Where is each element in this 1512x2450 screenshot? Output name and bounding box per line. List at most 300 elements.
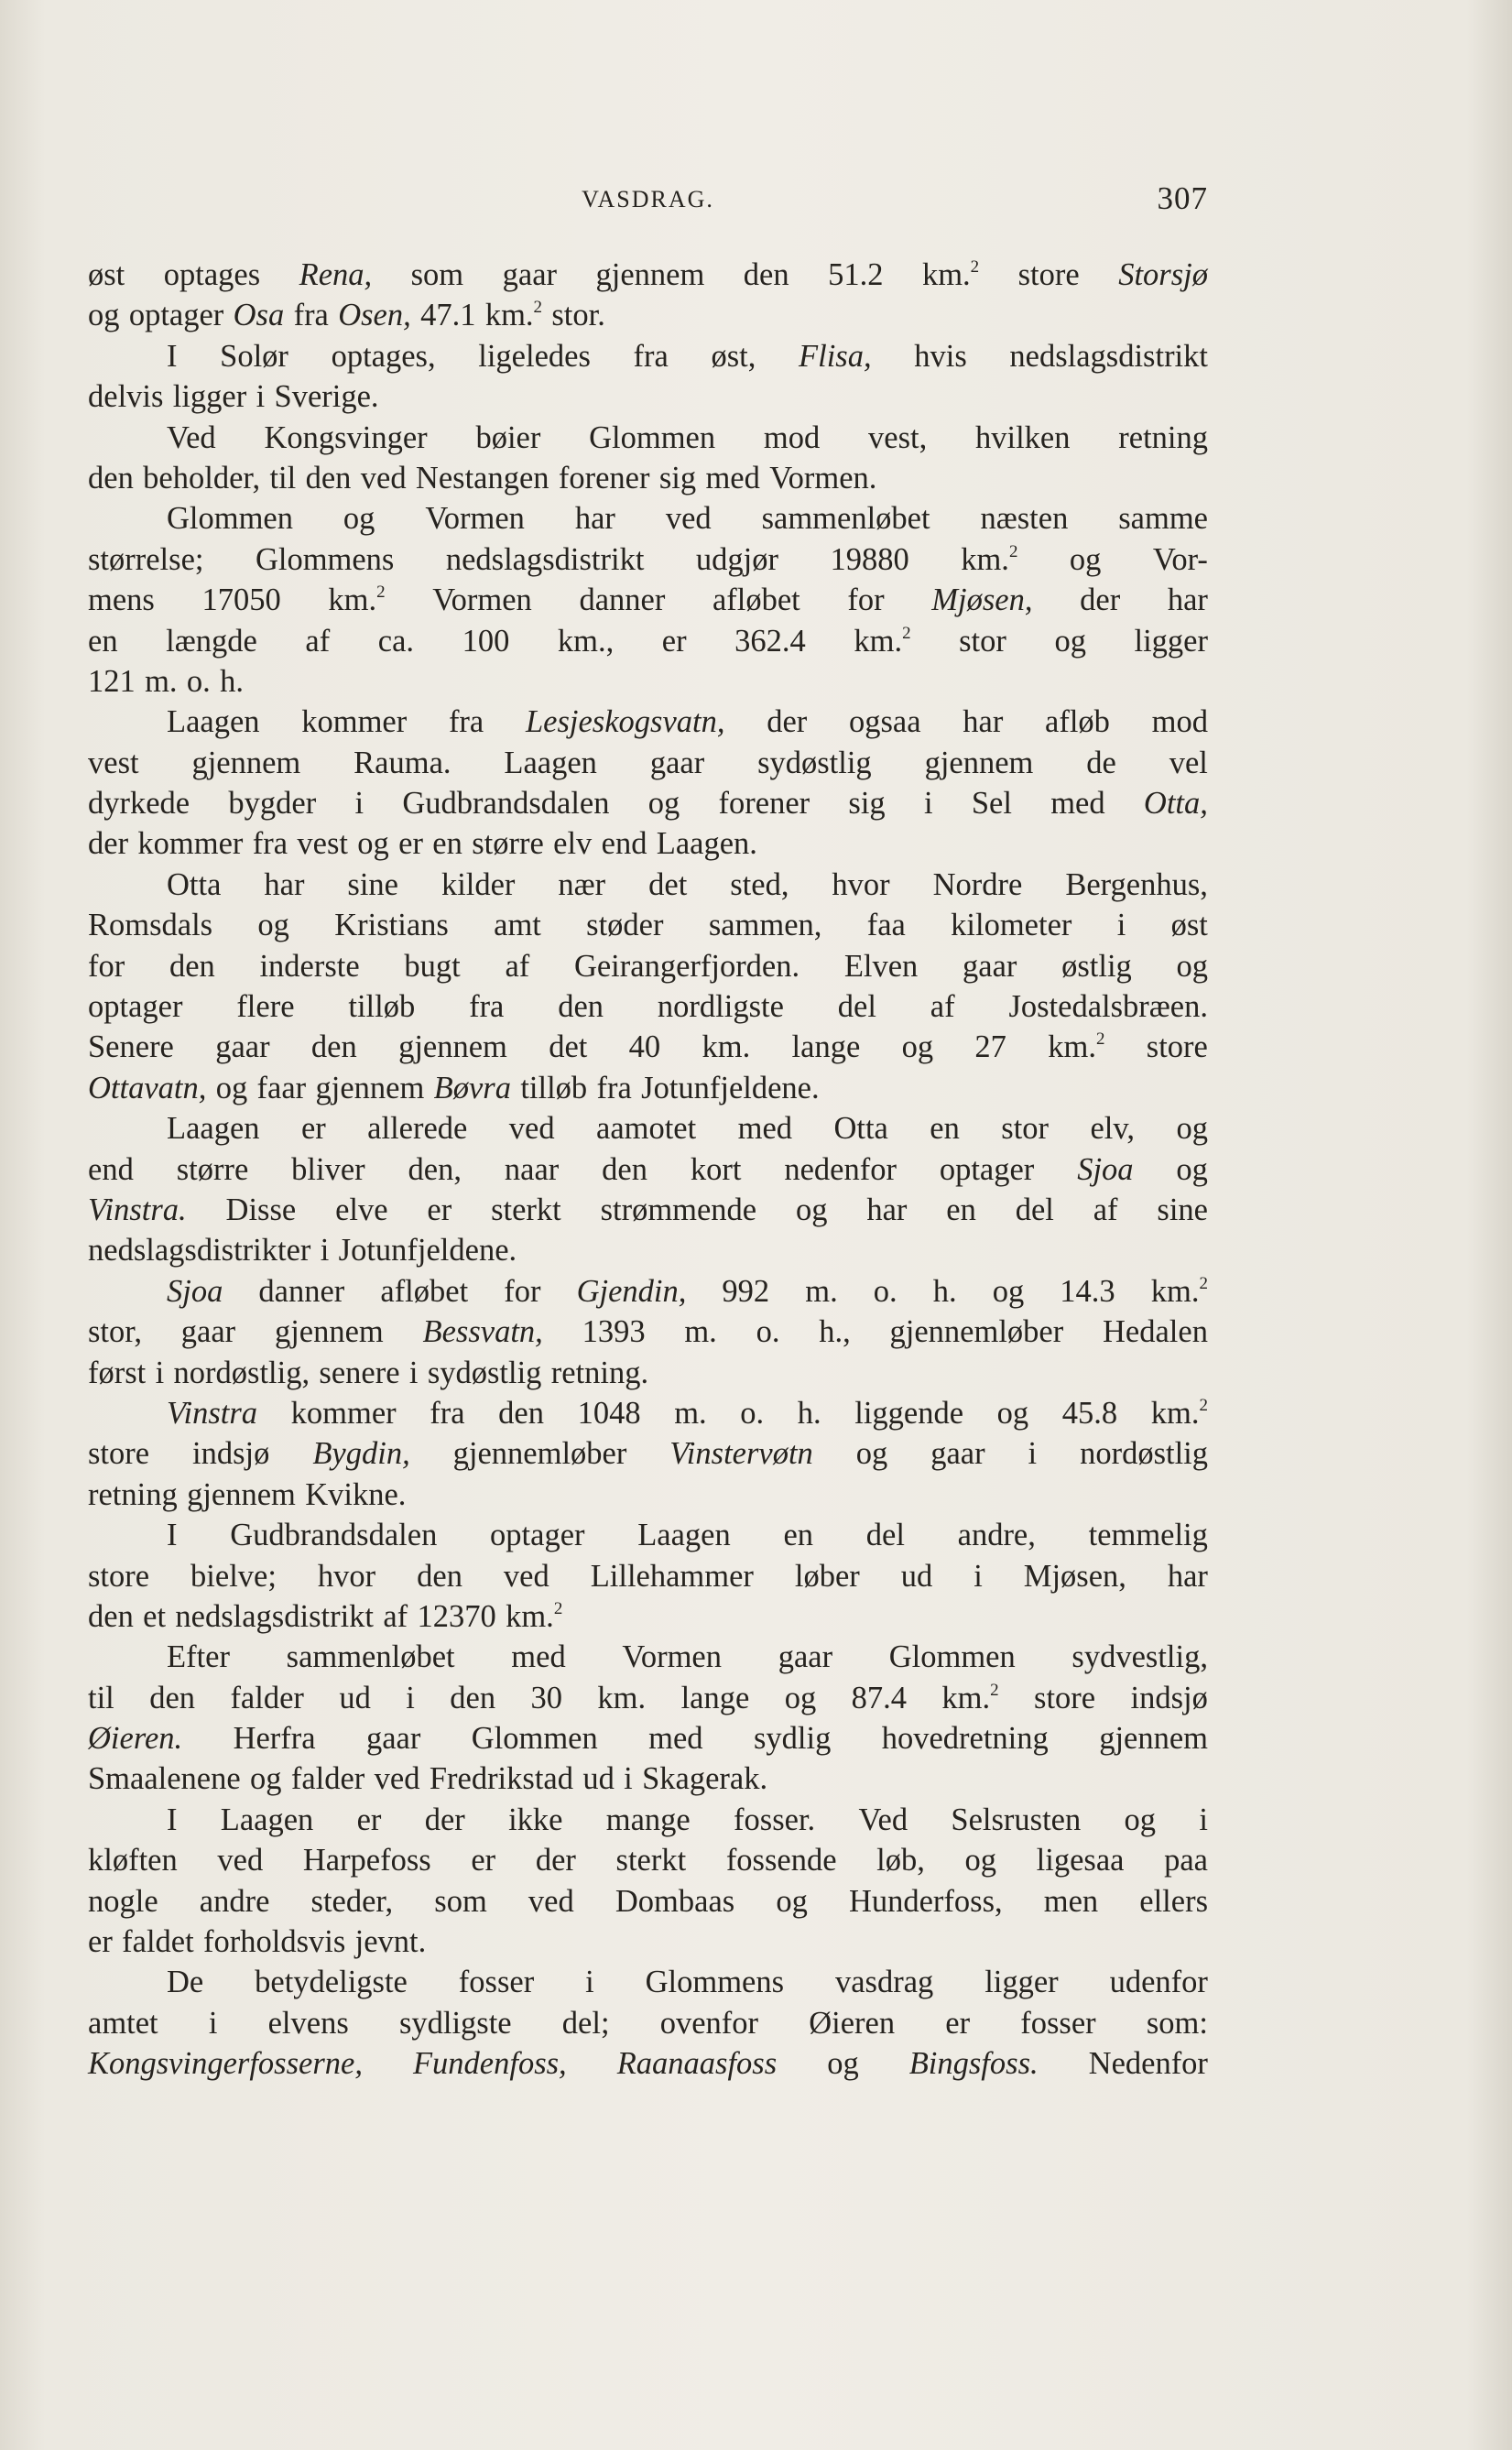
word-text: Gudbrandsdalen xyxy=(402,786,610,822)
word-text: sig xyxy=(848,786,886,822)
word-text: 121 xyxy=(88,663,136,699)
word xyxy=(849,1881,1003,1922)
word-text: Øieren xyxy=(809,2005,896,2041)
word xyxy=(778,1637,832,1677)
word-text: afløbet xyxy=(380,1273,469,1309)
word-text: Nestangen xyxy=(415,460,549,495)
word xyxy=(641,1068,819,1108)
word-text: hovedretning xyxy=(881,1721,1049,1757)
word xyxy=(88,743,139,783)
text-line xyxy=(88,1881,1208,1922)
word xyxy=(257,905,289,945)
word-text: gjennem xyxy=(274,1314,384,1350)
word xyxy=(1090,1108,1135,1149)
word-text: har xyxy=(574,501,615,537)
word xyxy=(88,1596,134,1637)
word xyxy=(506,1596,562,1637)
word xyxy=(257,1068,307,1108)
word xyxy=(666,498,712,539)
word xyxy=(478,336,591,376)
word-text: større xyxy=(176,1151,249,1187)
word xyxy=(961,539,1017,580)
word-text: er xyxy=(427,1192,452,1227)
word xyxy=(88,2003,158,2043)
word-text: Smaalenene xyxy=(88,1761,241,1797)
word xyxy=(648,865,687,905)
word xyxy=(88,823,128,864)
word xyxy=(209,2003,218,2043)
word xyxy=(866,1515,905,1555)
word xyxy=(459,1962,534,2002)
text-line xyxy=(88,1108,1208,1149)
word-text: gjennemløber xyxy=(889,1314,1064,1350)
word xyxy=(658,986,784,1027)
word-text: af xyxy=(505,948,530,984)
word-text: h. xyxy=(932,1273,957,1309)
word xyxy=(558,986,604,1027)
word xyxy=(88,1149,134,1190)
word-text: Kongsvinger xyxy=(264,419,428,455)
word-text: fra xyxy=(430,1395,465,1431)
text-line xyxy=(88,986,1208,1027)
word-text: ved xyxy=(503,1558,549,1594)
word xyxy=(164,255,260,295)
word-text: en xyxy=(88,623,118,659)
word xyxy=(504,743,597,783)
word xyxy=(88,783,190,823)
word-text: gaar xyxy=(649,745,705,780)
word-text: og xyxy=(88,298,120,333)
word xyxy=(354,743,451,783)
word xyxy=(796,1190,828,1230)
word-text: fosser xyxy=(1020,2005,1096,2041)
word xyxy=(1050,783,1104,823)
word xyxy=(984,1962,1058,2002)
word-text: 40 xyxy=(628,1029,661,1065)
word xyxy=(88,1678,114,1718)
word-text: den xyxy=(305,460,352,495)
word-text: faar xyxy=(256,1070,307,1105)
word xyxy=(738,1108,792,1149)
word xyxy=(253,823,288,864)
word-text: i xyxy=(354,786,364,822)
word xyxy=(616,1840,687,1880)
word-text: med xyxy=(705,460,760,495)
word-text: gjennem xyxy=(191,745,301,780)
word-text: fosser. xyxy=(734,1802,816,1837)
word-text: hvor xyxy=(317,1558,376,1594)
word xyxy=(259,946,359,986)
word-text: for xyxy=(504,1273,541,1309)
word-text: de xyxy=(1086,745,1116,780)
word xyxy=(997,1393,1029,1433)
word-text: Vinstervøtn xyxy=(669,1436,813,1472)
word-text: end xyxy=(601,826,647,862)
word-text: er xyxy=(88,1924,113,1960)
word xyxy=(88,1922,113,1962)
word-text: forholdsvis xyxy=(203,1924,346,1960)
word xyxy=(88,1556,149,1596)
word-text: kilder xyxy=(441,866,516,902)
word-text: og xyxy=(827,2046,859,2082)
word xyxy=(264,865,304,905)
word-text: løber xyxy=(794,1558,860,1594)
word xyxy=(933,865,1023,905)
word-text: bliver xyxy=(291,1151,365,1187)
word xyxy=(551,1353,648,1393)
word xyxy=(866,1190,907,1230)
word-text: nedslagsdistrikt xyxy=(445,541,645,577)
word-text: har xyxy=(963,704,1004,740)
word xyxy=(312,1433,409,1474)
word-text: sydøstlig xyxy=(757,745,872,780)
word xyxy=(531,1678,563,1718)
word-text: optager xyxy=(128,298,224,333)
word-text: retning xyxy=(1118,419,1208,455)
word-text: I xyxy=(167,338,178,374)
word xyxy=(357,823,389,864)
page-number: 307 xyxy=(1157,180,1208,216)
word-text: Ved xyxy=(858,1802,908,1837)
word-text: Elven xyxy=(843,948,919,984)
word xyxy=(411,255,464,295)
word xyxy=(258,1271,344,1312)
word xyxy=(1054,621,1086,661)
word xyxy=(659,458,696,498)
word xyxy=(1065,865,1208,905)
word xyxy=(528,1881,574,1922)
word-text: indsjø xyxy=(1130,1680,1208,1715)
word xyxy=(1099,1718,1208,1759)
text-line xyxy=(88,1353,1208,1393)
word xyxy=(1164,1840,1208,1880)
word-text: den xyxy=(88,1598,134,1634)
word-text: km. xyxy=(1150,1395,1200,1431)
word-text: er xyxy=(471,1843,496,1878)
word xyxy=(734,1800,815,1840)
word xyxy=(191,743,300,783)
word xyxy=(830,539,908,580)
word-text: er xyxy=(300,1111,326,1147)
word-text: Sjoa xyxy=(1077,1151,1134,1187)
word-text: h., xyxy=(819,1314,851,1350)
word xyxy=(167,1800,178,1840)
word-text: fosser xyxy=(458,1965,535,2000)
word xyxy=(925,743,1034,783)
word-text: kommer xyxy=(290,1395,397,1431)
word-text: hvilken xyxy=(975,419,1071,455)
word-text: kløften xyxy=(88,1843,178,1878)
word-text: og xyxy=(257,908,289,943)
word xyxy=(1131,1678,1208,1718)
word xyxy=(338,295,411,335)
word-text: Glommens xyxy=(645,1965,785,2000)
text-line xyxy=(88,1475,1208,1515)
word xyxy=(264,418,427,458)
word xyxy=(404,946,460,986)
word xyxy=(328,580,385,620)
word xyxy=(88,1068,206,1108)
word xyxy=(316,1068,425,1108)
word-text: paa xyxy=(1164,1843,1208,1878)
word xyxy=(475,418,540,458)
word xyxy=(637,1515,731,1555)
word xyxy=(1061,946,1132,986)
word xyxy=(586,905,663,945)
word-text: i xyxy=(1028,1436,1038,1472)
word xyxy=(306,458,352,498)
word-text: der xyxy=(767,704,808,740)
word xyxy=(1062,1393,1117,1433)
word xyxy=(889,1637,1016,1677)
word-text: Efter xyxy=(167,1639,230,1675)
word-text: elv, xyxy=(1090,1111,1136,1147)
word-text: De xyxy=(167,1965,204,2000)
word xyxy=(874,1271,897,1312)
word-text: ud xyxy=(582,1761,615,1797)
word-text: Bøvra xyxy=(433,1070,511,1105)
word-text: lange xyxy=(680,1680,750,1715)
word-text: og xyxy=(1124,1802,1157,1837)
text-line xyxy=(88,336,1208,376)
word-text: store xyxy=(1017,257,1080,292)
word xyxy=(143,458,260,498)
word-text: som xyxy=(434,1883,487,1919)
word xyxy=(167,1515,178,1555)
word xyxy=(88,1190,187,1230)
word-text: store xyxy=(1146,1029,1208,1065)
word xyxy=(792,1027,861,1067)
word-text: mod xyxy=(1151,704,1208,740)
word xyxy=(833,1108,887,1149)
word xyxy=(1071,1637,1208,1677)
word-text: o. xyxy=(756,1314,780,1350)
word-text: har xyxy=(264,866,305,902)
word-text: sine xyxy=(347,866,398,902)
superscript: 2 xyxy=(376,582,386,602)
word xyxy=(88,1881,158,1922)
text-line xyxy=(88,1433,1208,1474)
text-line xyxy=(88,295,1208,335)
word-text: kommer xyxy=(137,826,244,862)
word-text: Gudbrandsdalen xyxy=(230,1518,438,1553)
text-line xyxy=(88,1596,1208,1637)
word-text: gjennem xyxy=(398,1029,507,1065)
word xyxy=(143,1596,166,1637)
word xyxy=(428,1353,542,1393)
word-text: km. xyxy=(961,541,1009,577)
word xyxy=(318,1556,375,1596)
word-text: sterkt xyxy=(615,1843,687,1878)
word xyxy=(1199,1800,1208,1840)
word-text: Vormen. xyxy=(769,460,877,495)
word xyxy=(520,1068,587,1108)
word xyxy=(785,1678,817,1718)
word-text: Selsrusten xyxy=(951,1802,1082,1837)
word xyxy=(595,255,704,295)
word xyxy=(216,1068,248,1108)
word xyxy=(847,580,884,620)
word xyxy=(993,1271,1025,1312)
word-text: Lillehammer xyxy=(590,1558,754,1594)
word-text: Otta xyxy=(833,1111,888,1147)
word-text: elvens xyxy=(267,2005,349,2041)
word xyxy=(301,702,407,742)
word-text: ligger xyxy=(1134,623,1208,659)
word xyxy=(617,2043,777,2084)
word xyxy=(1080,580,1120,620)
word xyxy=(504,1556,549,1596)
word-text: m. xyxy=(674,1395,707,1431)
word-text: Bessvatn, xyxy=(422,1314,543,1350)
word-text: bøier xyxy=(475,419,541,455)
word-text: nordøstlig xyxy=(1080,1436,1208,1472)
word xyxy=(1024,1556,1126,1596)
word xyxy=(648,1718,702,1759)
text-line xyxy=(88,865,1208,905)
word-text: Solør xyxy=(220,338,288,374)
word xyxy=(582,1312,646,1352)
word xyxy=(719,783,810,823)
word xyxy=(192,1433,269,1474)
word xyxy=(441,865,515,905)
word xyxy=(167,865,221,905)
word-text: er xyxy=(398,826,423,862)
word-text: til xyxy=(269,460,297,495)
word xyxy=(462,621,510,661)
word-text: og xyxy=(1176,948,1208,984)
word-text: falder xyxy=(290,1761,365,1797)
word-text: km. xyxy=(854,623,903,659)
word-text: først xyxy=(88,1355,147,1390)
text-line xyxy=(88,1678,1208,1718)
word-text: har xyxy=(1167,1558,1208,1594)
word xyxy=(319,1353,399,1393)
word xyxy=(924,783,933,823)
word-text: aamotet xyxy=(596,1111,697,1147)
word-text: Herfra xyxy=(233,1721,316,1757)
word xyxy=(1008,986,1208,1027)
word-text: fra xyxy=(633,338,669,374)
word xyxy=(941,1678,998,1718)
word-text: af xyxy=(305,623,331,659)
word-text: optages, xyxy=(331,338,436,374)
word-text: Glommen xyxy=(167,501,293,537)
word-text: Laagen xyxy=(504,745,597,780)
word-text: Hedalen xyxy=(1103,1314,1208,1350)
word xyxy=(579,580,665,620)
word-text: i xyxy=(923,786,933,822)
word xyxy=(589,418,715,458)
text-line xyxy=(88,823,1208,864)
word-text: Vinstra. xyxy=(88,1192,187,1227)
word-text: Harpefoss xyxy=(302,1843,431,1878)
word xyxy=(167,418,216,458)
word xyxy=(167,702,260,742)
word-text: 1048 xyxy=(577,1395,641,1431)
word-text: og xyxy=(855,1436,888,1472)
word xyxy=(1125,1800,1157,1840)
word-text: løb, xyxy=(876,1843,925,1878)
word-text: 30 xyxy=(530,1680,562,1715)
word-text: sig xyxy=(658,460,697,495)
word-text: I xyxy=(167,1802,178,1837)
word xyxy=(425,1800,465,1840)
word-text: ved xyxy=(217,1843,264,1878)
word xyxy=(902,1027,934,1067)
text-line xyxy=(88,498,1208,539)
word xyxy=(156,1353,165,1393)
word-text: Dombaas xyxy=(615,1883,735,1919)
word xyxy=(215,1027,269,1067)
word xyxy=(559,458,650,498)
word-text: amt xyxy=(494,908,541,943)
word xyxy=(88,376,163,417)
word xyxy=(601,1190,757,1230)
word-text: nedslagsdistrikt xyxy=(1009,338,1208,374)
text-line xyxy=(88,702,1208,742)
word xyxy=(972,783,1012,823)
word xyxy=(1151,1393,1208,1433)
word xyxy=(301,1108,326,1149)
word xyxy=(1103,1312,1208,1352)
word xyxy=(551,295,604,335)
word xyxy=(303,1840,431,1880)
word-text: gaar xyxy=(365,1721,421,1757)
word xyxy=(275,376,379,417)
word xyxy=(490,1515,584,1555)
text-line xyxy=(88,621,1208,661)
word-text: Kongsvingerfosserne, xyxy=(88,2046,363,2082)
word-text: optager xyxy=(490,1518,585,1553)
word xyxy=(795,1556,860,1596)
word-text: Vormen xyxy=(425,501,525,537)
word xyxy=(674,1393,706,1433)
text-line xyxy=(88,1312,1208,1352)
word xyxy=(799,336,872,376)
word-text: sammenløbet xyxy=(761,501,930,537)
word-text: afløb xyxy=(1045,704,1110,740)
word-text: Mjøsen, xyxy=(931,583,1033,618)
word xyxy=(930,1108,960,1149)
word-text: Laagen xyxy=(167,704,260,740)
word xyxy=(965,1840,997,1880)
word-text: Glommen xyxy=(471,1721,598,1757)
superscript: 2 xyxy=(970,256,980,277)
word xyxy=(167,1637,230,1677)
word-text: bugt xyxy=(404,948,461,984)
word-text: Vormen xyxy=(622,1639,722,1675)
word-text: Osen, xyxy=(338,298,411,333)
word xyxy=(88,661,136,702)
word xyxy=(642,1759,767,1799)
word xyxy=(250,1759,282,1799)
word-text: den xyxy=(602,1151,647,1187)
word-text: og xyxy=(250,1761,282,1797)
word-text: det xyxy=(549,1029,588,1065)
word xyxy=(662,621,687,661)
word-text: gjennem xyxy=(315,1070,425,1105)
word xyxy=(634,336,669,376)
word-text: gaar xyxy=(215,1029,270,1065)
word xyxy=(88,1718,182,1759)
word xyxy=(402,783,609,823)
word xyxy=(838,986,876,1027)
word xyxy=(1118,498,1208,539)
word xyxy=(88,255,125,295)
word-text: og xyxy=(1054,623,1086,659)
word-text: og xyxy=(343,501,375,537)
